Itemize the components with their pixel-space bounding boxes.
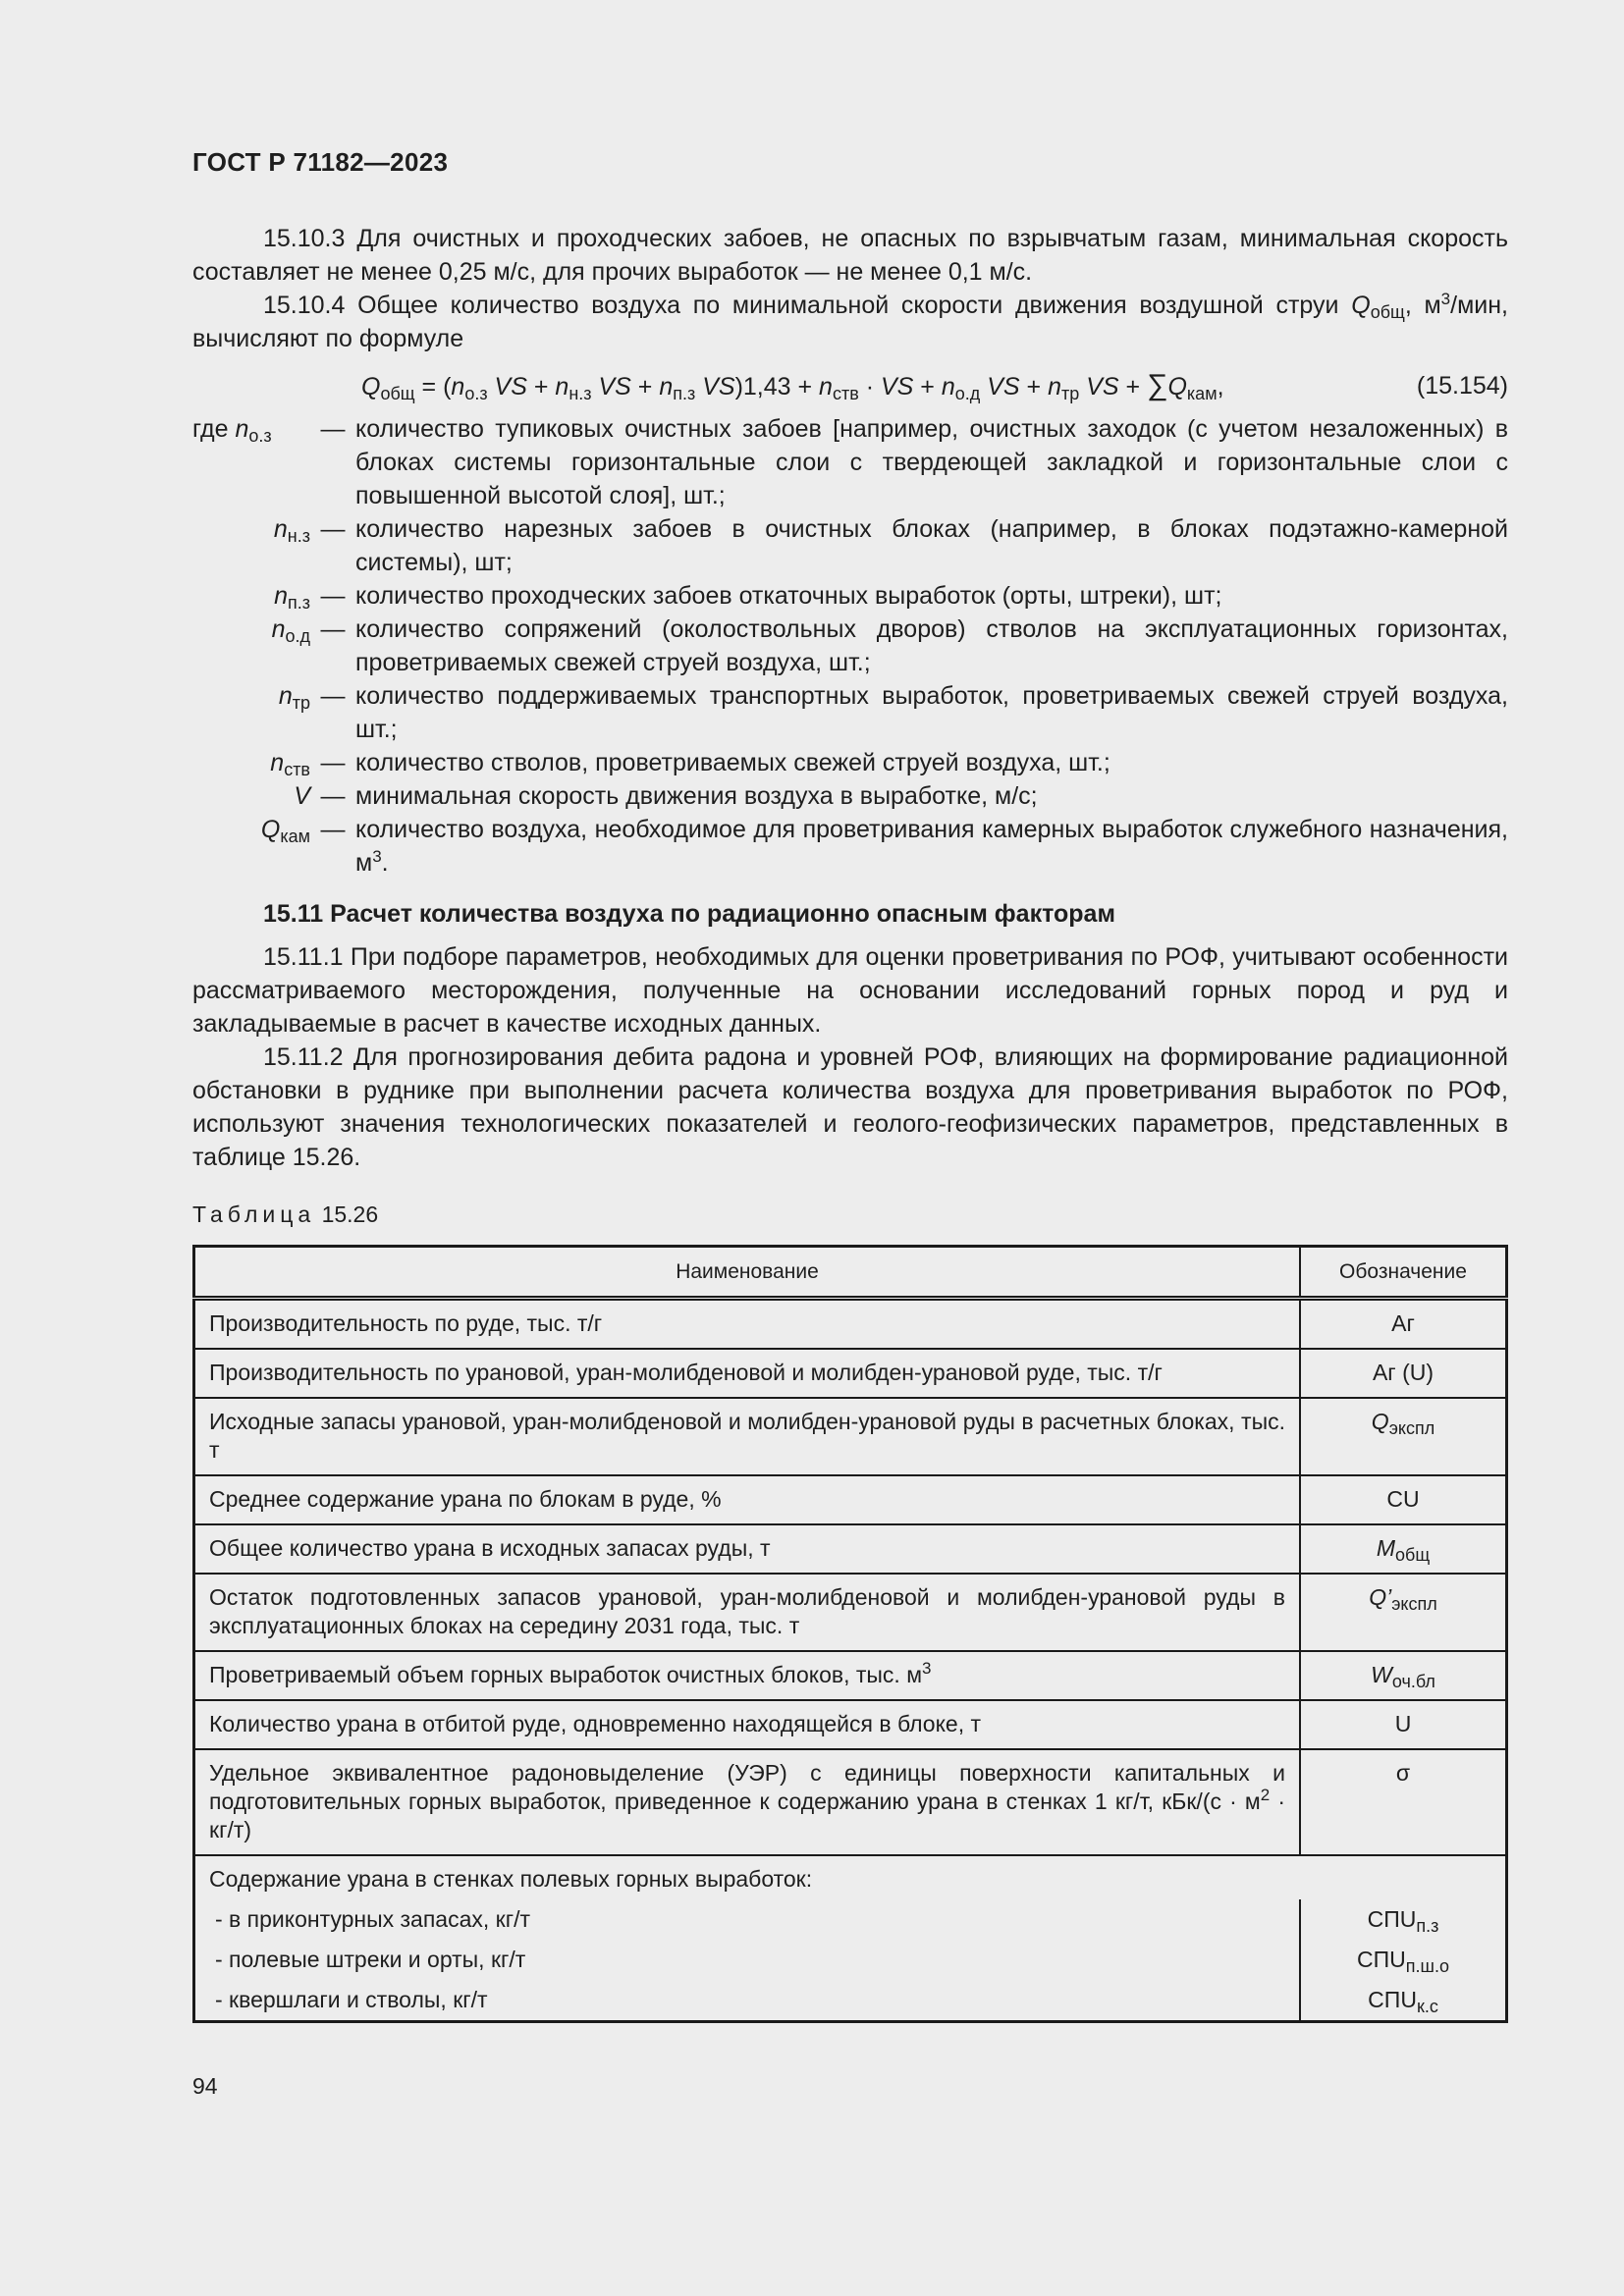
table-row [194,1700,1507,1749]
column-header-symbol: Обозначение [1300,1247,1507,1299]
table-cell-name: - полевые штреки и орты, кг/т [194,1940,1301,1980]
table-group-title: Содержание урана в стенках полевых горных выработок: [194,1855,1507,1899]
column-header-name: Наименование [194,1247,1301,1299]
paragraph-15-10-3: 15.10.3 Для очистных и проходческих забоев, не опасных по взрывчатым газам, минимальная скорость составляет не менее 0,25 м/с, для прочих выработок — не менее 0,1 м/с. [192,225,1508,286]
definition-symbol: $Q_{кам}$ [260,816,310,846]
definition-text: количество поддерживаемых транспортных выработок, проветриваемых свежей струей воздуха, шт.; [355,682,1508,743]
table-group-header-row [194,1855,1507,1899]
table-cell-symbol: $M_{общ}$ [1300,1524,1507,1574]
definition-symbol: V [294,782,310,810]
definition-text: количество тупиковых очистных забоев [например, очистных заходок (с учетом незаложенных) в блоках системы горизонтальные слои с твердеющей закладкой и горизонтальные слои с повышенной высотой слоя], шт.; [355,415,1508,509]
definition-text: количество сопряжений (околоствольных дворов) стволов на эксплуатационных горизонтах, проветриваемых свежей струей воздуха, шт.; [355,615,1508,676]
table-cell-symbol: $Q’_{экспл}$ [1300,1574,1507,1651]
table-cell-name: - в приконтурных запасах, кг/т [194,1899,1301,1940]
formula-expression: $Q_{общ} = (n_{о.з}$ VS + $n_{н.з}$ VS + $n_{п.з}$ $VS)1,43 + n_{ств}$ · VS + $n_{о.д}$ VS + $n_{тр}$ VS + $\sum Q_{кам}$, [361,369,1224,403]
definition-text: количество проходческих забоев откаточных выработок (орты, штреки), шт; [355,582,1222,610]
definition-dash: — [320,816,346,843]
definition-item [192,746,1508,779]
definition-symbol: $n_{тр}$ [278,682,310,713]
formula-15-154 [192,369,1508,408]
definition-dash: — [320,682,346,710]
parameters-table [192,1245,1508,2023]
table-header-row [194,1247,1507,1299]
table-cell-symbol: $СПU_{п.ш.о}$ [1300,1940,1507,1980]
table-cell-name: Среднее содержание урана по блокам в руде, % [194,1475,1301,1524]
table-cell-name: - квершлаги и стволы, кг/т [194,1980,1301,2022]
page-number: 94 [192,2073,218,2099]
table-group-item-row [194,1980,1507,2022]
definition-text: количество стволов, проветриваемых свежей струей воздуха, шт.; [355,749,1110,776]
definition-symbol: $n_{н.з}$ [273,515,310,546]
table-cell-name: Удельное эквивалентное радоновыделение (УЭР) с единицы поверхности капитальных и подготовительных горных выработок, приведенное к содержанию урана в стенках 1 кг/т, $кБк/(с \cdot м^2 \cdot кг/т)$ [194,1749,1301,1855]
formula-number: (15.154) [1416,372,1508,400]
table-row [194,1574,1507,1651]
definition-text: количество воздуха, необходимое для проветривания камерных выработок служебного назначения, $м^3$. [355,816,1508,877]
table-cell-symbol: $W_{оч.бл}$ [1300,1651,1507,1700]
table-row [194,1398,1507,1475]
table-group-item-row [194,1899,1507,1940]
definition-dash: — [320,782,346,810]
table-cell-symbol: σ [1300,1749,1507,1855]
definition-symbol: $n_{о.д}$ [271,615,310,646]
definition-dash: — [320,415,346,443]
definition-item [192,613,1508,679]
definition-item [192,579,1508,613]
table-cell-name: Остаток подготовленных запасов урановой, уран-молибденовой и молибден-урановой руды в эксплуатационных блоках на середину 2031 года, тыс. т [194,1574,1301,1651]
table-cell-symbol: Аг (U) [1300,1349,1507,1398]
definition-symbol: $n_{ств}$ [270,749,310,779]
definition-item [192,512,1508,579]
definition-item [192,412,1508,512]
definition-dash: — [320,749,346,776]
table-cell-name: Общее количество урана в исходных запасах руды, т [194,1524,1301,1574]
page-body [192,222,1508,2023]
table-cell-symbol: U [1300,1700,1507,1749]
paragraph-15-11-1: 15.11.1 При подборе параметров, необходимых для оценки проветривания по РОФ, учитывают особенности рассматриваемого месторождения, полученные на основании исследований горных пород и руд и закладываемые в расчет в качестве исходных данных. [192,943,1508,1038]
table-group-item-row [194,1940,1507,1980]
table-row [194,1524,1507,1574]
definition-item [192,679,1508,746]
table-cell-symbol: $Q_{экспл}$ [1300,1398,1507,1475]
definition-text: минимальная скорость движения воздуха в выработке, м/с; [355,782,1038,810]
table-cell-name: Количество урана в отбитой руде, одновременно находящейся в блоке, т [194,1700,1301,1749]
document-code: ГОСТ Р 71182—2023 [192,147,449,177]
definition-item [192,779,1508,813]
definition-item [192,813,1508,880]
definition-text: количество нарезных забоев в очистных блоках (например, в блоках подэтажно-камерной системы), шт; [355,515,1508,576]
table-row [194,1299,1507,1350]
section-title-15-11: 15.11 Расчет количества воздуха по радиационно опасным факторам [263,900,1115,928]
definition-dash: — [320,515,346,543]
table-row [194,1349,1507,1398]
table-cell-symbol: CU [1300,1475,1507,1524]
table-row [194,1475,1507,1524]
table-row [194,1749,1507,1855]
definition-dash: — [320,615,346,643]
table-cell-name: Проветриваемый объем горных выработок очистных блоков, тыс. $м^3$ [194,1651,1301,1700]
table-cell-symbol: $СПU_{к.с}$ [1300,1980,1507,2022]
definition-symbol: $n_{п.з}$ [274,582,310,613]
table-cell-symbol: Аг [1300,1299,1507,1350]
table-caption: Таблица 15.26 [192,1201,379,1227]
definition-symbol: где $n_{о.з}$ [192,415,272,446]
table-cell-symbol: $СПU_{п.з}$ [1300,1899,1507,1940]
formula-definitions [192,412,1508,880]
table-cell-name: Производительность по руде, тыс. т/г [194,1299,1301,1350]
table-cell-name: Исходные запасы урановой, уран-молибденовой и молибден-урановой руды в расчетных блоках, тыс. т [194,1398,1301,1475]
definition-dash: — [320,582,346,610]
paragraph-15-11-2: 15.11.2 Для прогнозирования дебита радона и уровней РОФ, влияющих на формирование радиационной обстановки в руднике при выполнении расчета количества воздуха для проветривания выработок по РОФ, используют значения технологических показателей и геолого-геофизических параметров, представленных в таблице 15.26. [192,1043,1508,1171]
table-cell-name: Производительность по урановой, уран-молибденовой и молибден-урановой руде, тыс. т/г [194,1349,1301,1398]
table-row [194,1651,1507,1700]
paragraph-15-10-4: 15.10.4 Общее количество воздуха по минимальной скорости движения воздушной струи $Q_{общ}$, $м^3$/мин, вычисляют по формуле [192,290,1508,352]
